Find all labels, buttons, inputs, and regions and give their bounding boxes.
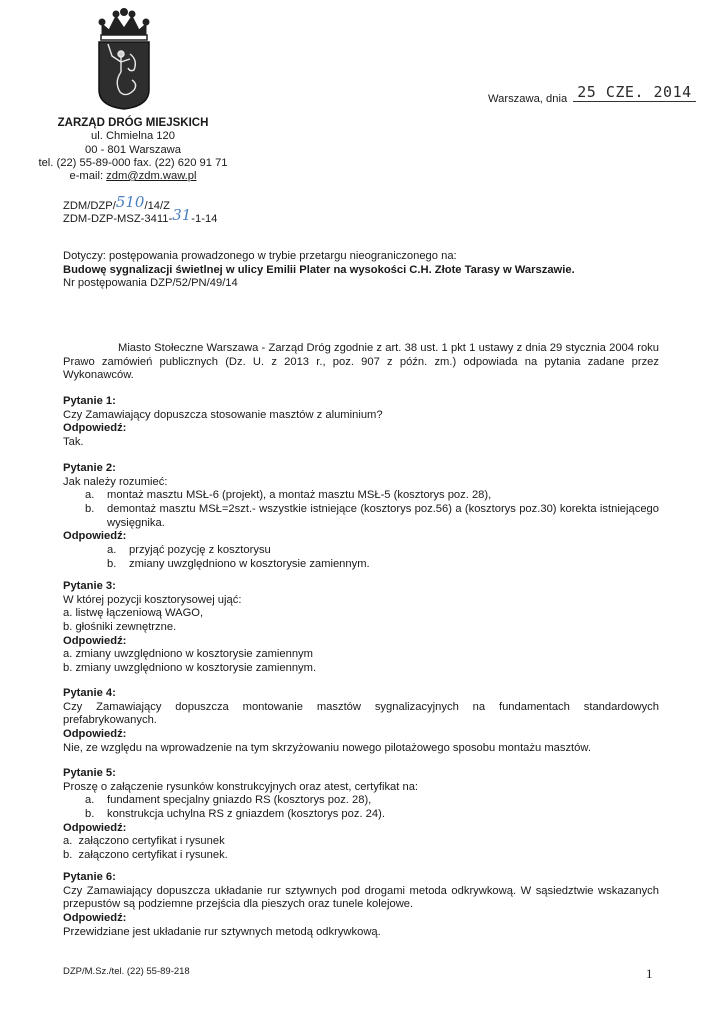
question-text: W której pozycji kosztorysowej ująć: <box>63 593 242 606</box>
email-link[interactable]: zdm@zdm.waw.pl <box>106 170 197 182</box>
reference-number-2 <box>63 208 217 227</box>
intro-paragraph: Miasto Stołeczne Warszawa - Zarząd Dróg zgodnie z art. 38 ust. 1 pkt 1 ustawy z dnia 29 stycznia 2004 roku Prawo zamówień publicznych (Dz. U. z 2013 r., poz. 907 z późn. zm.) odpowiada na pytania zadane przez Wykonawców. <box>63 342 659 382</box>
subject-line-1: Dotyczy: postępowania prowadzonego w trybie przetargu nieograniczonego na: <box>63 250 457 262</box>
answer-label: Odpowiedź: <box>63 911 127 924</box>
list-item: a. montaż masztu MSŁ-6 (projekt), a montaż masztu MSŁ-5 (kosztorys poz. 28), <box>85 489 492 502</box>
page-number: 1 <box>646 966 653 981</box>
answer-label: Odpowiedź: <box>63 530 127 543</box>
list-item: b. załączono certyfikat i rysunek. <box>63 848 228 861</box>
email-line <box>43 170 223 184</box>
question-text: Proszę o załączenie rysunków konstrukcyjnych oraz atest, certyfikat na: <box>63 780 419 793</box>
reference-suffix-2: -1-14 <box>191 213 218 225</box>
answer-label: Odpowiedź: <box>63 634 127 647</box>
answer-text: Nie, ze względu na wprowadzenie na tym skrzyżowaniu nowego pilotażowego sposobu montażu masztów. <box>63 741 591 754</box>
answer-text: Przewidziane jest układanie rur sztywnych metodą odkrywkową. <box>63 925 381 938</box>
handwritten-ref-1: 510 <box>115 193 145 211</box>
list-item: a. przyjąć pozycję z kosztorysu <box>107 543 271 556</box>
subject-block <box>63 250 683 291</box>
list-item: a. załączono certyfikat i rysunek <box>63 835 225 848</box>
subject-number: Nr postępowania DZP/52/PN/49/14 <box>63 277 238 290</box>
answer-label: Odpowiedź: <box>63 422 127 435</box>
question-label: Pytanie 5: <box>63 767 116 779</box>
answer-text: Tak. <box>63 435 84 448</box>
question-1 <box>63 395 659 450</box>
question-label: Pytanie 2: <box>63 462 116 474</box>
list-item: b. demontaż masztu MSŁ=2szt.- wszystkie istniejące (kosztorys poz.56) a (kosztorys poz.30) korekta istniejącego wysięgnika. <box>85 502 659 529</box>
place-date <box>488 83 692 107</box>
place-prefix: Warszawa, dnia <box>488 93 568 105</box>
phone-fax: tel. (22) 55-89-000 fax. (22) 620 91 71 <box>38 157 228 169</box>
subject-title: Budowę sygnalizacji świetlnej w ulicy Emilii Plater na wysokości C.H. Złote Tarasy w Warszawie. <box>63 263 575 276</box>
question-label: Pytanie 3: <box>63 580 116 592</box>
list-item: b. konstrukcja uchylna RS z gniazdem (kosztorys poz. 24). <box>85 807 385 820</box>
address-city: 00 - 801 Warszawa <box>85 144 181 156</box>
question-label: Pytanie 4: <box>63 687 116 699</box>
question-5 <box>63 767 659 863</box>
question-label: Pytanie 6: <box>63 871 116 883</box>
question-text: Czy Zamawiający dopuszcza układanie rur sztywnych pod drogami metoda odkrywkową. W sąsiedztwie wskazanych przepustów są podziemne przejścia dla pieszych oraz tunele kolejowe. <box>63 884 659 911</box>
list-item: a. listwę łączeniową WAGO, <box>63 607 204 620</box>
question-text: Czy Zamawiający dopuszcza montowanie masztów sygnalizacyjnych na fundamentach standardowych prefabrykowanych. <box>63 700 659 727</box>
answer-label: Odpowiedź: <box>63 821 127 834</box>
question-label: Pytanie 1: <box>63 395 116 407</box>
warsaw-coat-of-arms-icon <box>94 6 154 110</box>
list-item: b. zmiany uwzględniono w kosztorysie zamiennym. <box>107 557 370 570</box>
question-text: Jak należy rozumieć: <box>63 475 168 488</box>
list-item: a. fundament specjalny gniazdo RS (kosztorys poz. 28), <box>85 794 372 807</box>
list-item: a. zmiany uwzględniono w kosztorysie zamiennym <box>63 648 313 661</box>
email-label: e-mail: <box>69 170 107 182</box>
answer-label: Odpowiedź: <box>63 727 127 740</box>
organization-name: ZARZĄD DRÓG MIEJSKICH <box>57 117 209 129</box>
address-street: ul. Chmielna 120 <box>91 130 175 142</box>
question-3 <box>63 580 659 676</box>
handwritten-ref-2: 31 <box>172 206 192 224</box>
list-item: b. zmiany uwzględniono w kosztorysie zamiennym. <box>63 661 317 674</box>
list-item: b. głośniki zewnętrzne. <box>63 620 177 633</box>
question-6 <box>63 871 659 939</box>
reference-suffix-1: /14/Z <box>144 200 170 212</box>
question-2 <box>63 462 659 571</box>
reference-prefix-1: ZDM/DZP/ <box>63 200 116 212</box>
handwritten-date: 25 CZE. 2014 <box>573 83 695 102</box>
footer-reference: DZP/M.Sz./tel. (22) 55-89-218 <box>63 966 190 977</box>
question-4 <box>63 687 659 755</box>
reference-prefix-2: ZDM-DZP-MSZ-3411- <box>63 213 173 225</box>
question-text: Czy Zamawiający dopuszcza stosowanie masztów z aluminium? <box>63 408 383 421</box>
